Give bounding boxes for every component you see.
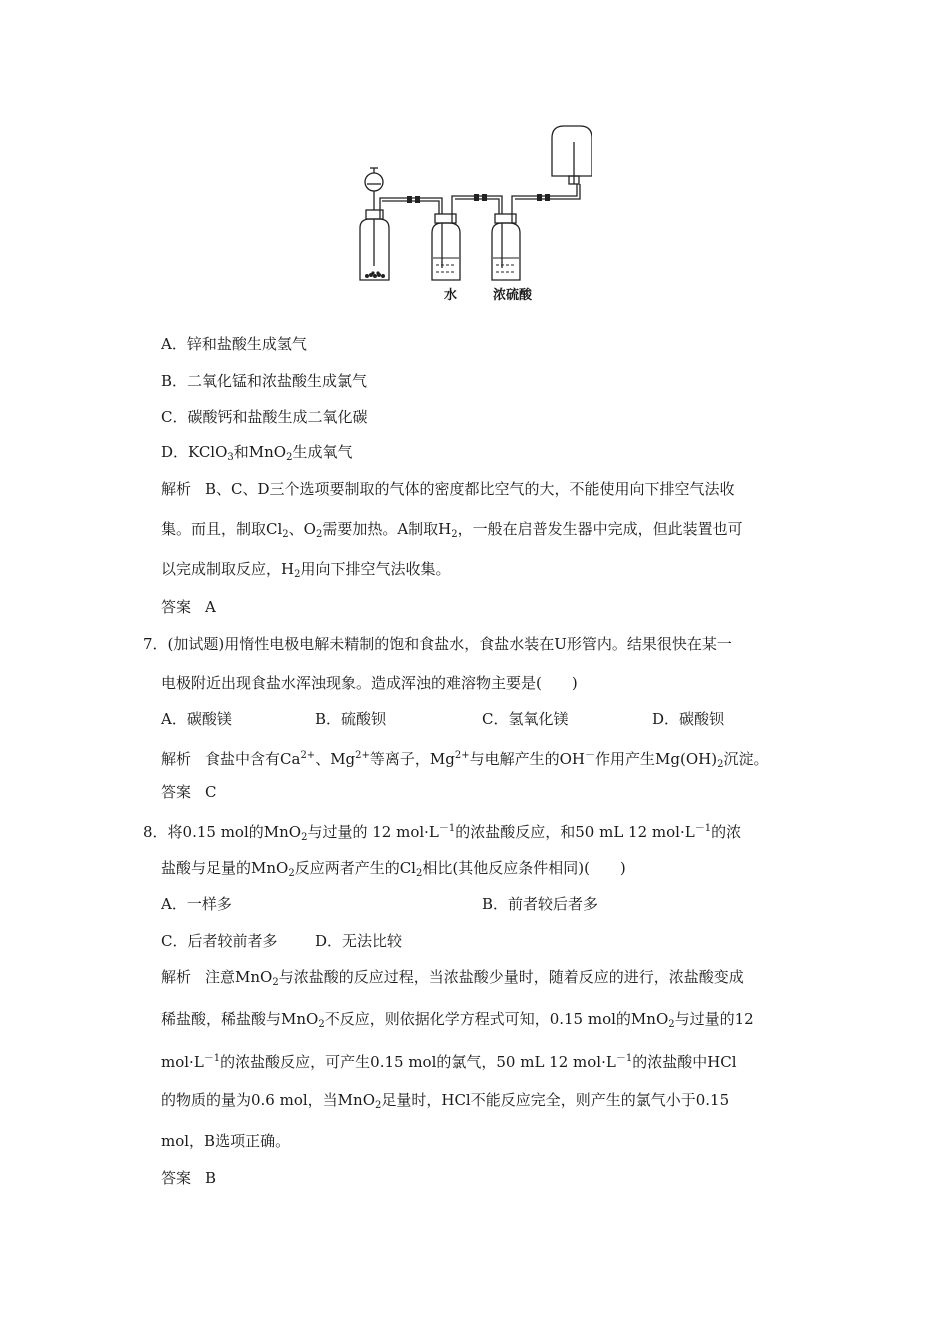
label-acid: 浓硫酸 [493,288,533,303]
q8-option-b: B．前者较后者多 [482,895,599,913]
apparatus-diagram [352,118,592,304]
q7-option-a: A．碳酸镁 [161,710,232,728]
q7-option-c: C．氢氧化镁 [482,710,569,728]
q6-answer: 答案 A [161,598,216,616]
q7-option-b: B．硫酸钡 [315,710,387,728]
apparatus-drawing [352,118,592,300]
q6-analysis-line1: 解析 B、C、D三个选项要制取的气体的密度都比空气的大，不能使用向下排空气法收 [161,480,735,498]
label-water: 水 [444,288,458,303]
q6-option-d: D．KClO$_3$和MnO$_2$生成氧气 [161,443,353,463]
q7-analysis: 解析 食盐中含有$Ca^{2+}$、$Mg^{2+}$等离子，$Mg^{2+}$与电解产生的OH－作用产生$Mg(OH)_2$沉淀。 [161,750,769,770]
analysis-label: 解析 [161,480,192,498]
q8-analysis-line4: 的物质的量为0.6 mol，当MnO$_2$足量时，HCl不能反应完全，则产生的氯气小于0.15 [161,1091,730,1111]
q7-answer: 答案 C [161,783,217,801]
q6-analysis-line2: 集。而且，制取$Cl_2$、$O_2$需要加热。A制取$H_2$，一般在启普发生器中完成，但此装置也可 [161,520,743,540]
q8-stem-line2: 盐酸与足量的MnO$_2$反应两者产生的$Cl_2$相比(其他反应条件相同)( ) [161,859,626,879]
answer-label: 答案 [161,598,192,616]
q8-option-a: A．一样多 [161,895,232,913]
q8-stem-line1: 8．将0.15 mol的MnO$_2$与过量的 12 $mol\cdot L^{-1}$的浓盐酸反应，和50 mL 12 $mol\cdot L^{-1}$的浓 [143,823,742,843]
q7-option-d: D．碳酸钡 [652,710,725,728]
q6-option-c: C．碳酸钙和盐酸生成二氧化碳 [161,408,368,426]
q8-answer: 答案 B [161,1169,217,1187]
q8-option-d: D．无法比较 [315,932,403,950]
q6-analysis-line3: 以完成制取反应，$H_2$用向下排空气法收集。 [161,560,451,580]
q7-stem-line1: 7．(加试题)用惰性电极电解未精制的饱和食盐水，食盐水装在U形管内。结果很快在某一 [143,635,732,653]
q8-option-c: C．后者较前者多 [161,932,278,950]
q7-stem-line2: 电极附近出现食盐水浑浊现象。造成浑浊的难溶物主要是( ) [161,674,578,692]
q6-option-b: B．二氧化锰和浓盐酸生成氯气 [161,372,368,390]
q8-analysis-line5: mol，B选项正确。 [161,1132,291,1150]
q8-analysis-line3: $mol\cdot L^{-1}$的浓盐酸反应，可产生0.15 mol的氯气，50 mL 12 $mol\cdot L^{-1}$的浓盐酸中HCl [161,1053,737,1071]
q8-analysis-line2: 稀盐酸，稀盐酸与MnO$_2$不反应，则依据化学方程式可知，0.15 mol的MnO$_2$与过量的12 [161,1010,754,1030]
q6-option-a: A．锌和盐酸生成氢气 [161,335,307,353]
q8-analysis-line1: 解析 注意MnO$_2$与浓盐酸的反应过程，当浓盐酸少量时，随着反应的进行，浓盐酸变成 [161,968,744,988]
